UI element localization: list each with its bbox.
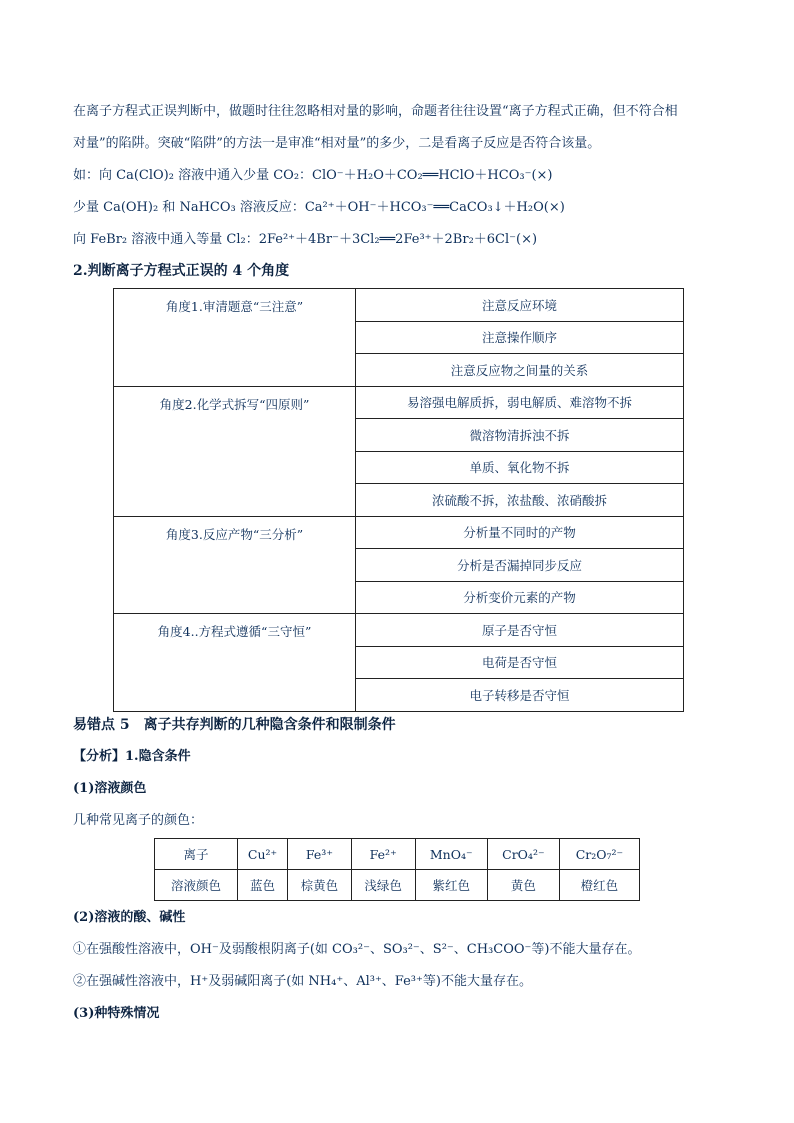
- color-cell: 紫红色: [415, 870, 487, 901]
- ion-cell: Fe³⁺: [288, 839, 352, 870]
- color-cell: 棕黄色: [288, 870, 352, 901]
- angle-4-point-2: 电荷是否守恒: [356, 646, 684, 679]
- angle-1-point-2: 注意操作顺序: [356, 321, 684, 354]
- angle-4-point-3: 电子转移是否守恒: [356, 679, 684, 712]
- section-2-title: 2.判断离子方程式正误的 4 个角度: [73, 263, 290, 279]
- subheading-solution-color: (1)溶液颜色: [73, 781, 147, 796]
- ion-cell: Cu²⁺: [238, 839, 288, 870]
- analysis-title: 【分析】1.隐含条件: [73, 749, 191, 764]
- angle-1-point-3: 注意反应物之间量的关系: [356, 354, 684, 387]
- angle-3-label: 角度3.反应产物“三分析”: [114, 516, 356, 614]
- intro-line-1: 在离子方程式正误判断中，做题时往往忽略相对量的影响，命题者往往设置“离子方程式正确，但不符合相: [73, 104, 678, 119]
- ion-cell: Fe²⁺: [351, 839, 415, 870]
- angle-3-point-1: 分析量不同时的产物: [356, 516, 684, 549]
- ion-color-table: [154, 838, 640, 901]
- angle-2-label: 角度2.化学式拆写“四原则”: [114, 386, 356, 516]
- example-3: 向 FeBr₂ 溶液中通入等量 Cl₂：2Fe²⁺＋4Br⁻＋3Cl₂══2Fe³⁺＋2Br₂＋6Cl⁻(×): [73, 232, 538, 247]
- angle-2-point-1: 易溶强电解质拆，弱电解质、难溶物不拆: [356, 386, 684, 419]
- color-cell: 黄色: [487, 870, 559, 901]
- base-condition-line: ②在强碱性溶液中，H⁺及弱碱阳离子(如 NH₄⁺、Al³⁺、Fe³⁺等)不能大量存在。: [73, 974, 532, 989]
- angle-2-point-3: 单质、氧化物不拆: [356, 451, 684, 484]
- subheading-acid-base: (2)溶液的酸、碱性: [73, 910, 186, 925]
- color-header: 溶液颜色: [155, 870, 238, 901]
- colors-intro: 几种常见离子的颜色：: [73, 813, 204, 828]
- ion-cell: MnO₄⁻: [415, 839, 487, 870]
- angle-1-label: 角度1.审清题意“三注意”: [114, 289, 356, 387]
- ion-cell: CrO₄²⁻: [487, 839, 559, 870]
- angles-table: [113, 288, 684, 712]
- angle-4-point-1: 原子是否守恒: [356, 614, 684, 647]
- angle-2-point-4: 浓硫酸不拆，浓盐酸、浓硝酸拆: [356, 484, 684, 517]
- color-cell: 橙红色: [559, 870, 639, 901]
- angle-3-point-2: 分析是否漏掉同步反应: [356, 549, 684, 582]
- angle-2-point-2: 微溶物清拆浊不拆: [356, 419, 684, 452]
- point-5-title: 易错点 5 离子共存判断的几种隐含条件和限制条件: [73, 717, 396, 733]
- angle-1-point-1: 注意反应环境: [356, 289, 684, 322]
- intro-line-2: 对量”的陷阱。突破“陷阱”的方法一是审准“相对量”的多少，二是看离子反应是否符合该量。: [73, 136, 601, 151]
- angle-3-point-3: 分析变价元素的产物: [356, 581, 684, 614]
- color-cell: 浅绿色: [351, 870, 415, 901]
- example-2: 少量 Ca(OH)₂ 和 NaHCO₃ 溶液反应：Ca²⁺＋OH⁻＋HCO₃⁻══CaCO₃↓＋H₂O(×): [73, 200, 565, 215]
- example-1: 如：向 Ca(ClO)₂ 溶液中通入少量 CO₂：ClO⁻＋H₂O＋CO₂══HClO＋HCO₃⁻(×): [73, 168, 553, 183]
- ion-cell: Cr₂O₇²⁻: [559, 839, 639, 870]
- color-cell: 蓝色: [238, 870, 288, 901]
- ion-header: 离子: [155, 839, 238, 870]
- subheading-special-cases: (3)种特殊情况: [73, 1006, 160, 1021]
- acid-condition-line: ①在强酸性溶液中，OH⁻及弱酸根阴离子(如 CO₃²⁻、SO₃²⁻、S²⁻、CH₃COO⁻等)不能大量存在。: [73, 942, 641, 957]
- angle-4-label: 角度4..方程式遵循“三守恒”: [114, 614, 356, 712]
